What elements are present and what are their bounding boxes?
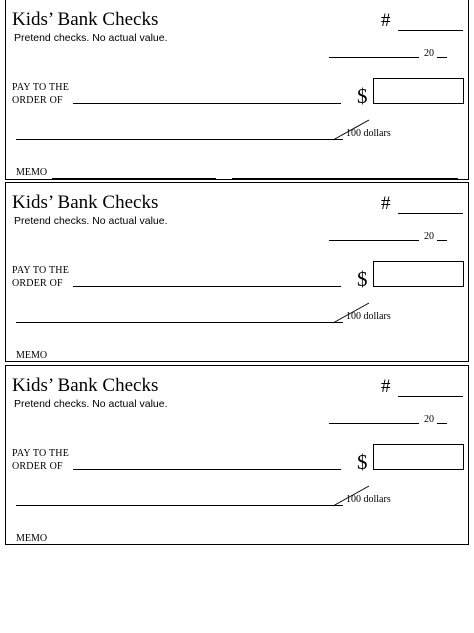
check-title: Kids’ Bank Checks [12,375,159,396]
dollars-label: 100 dollars [346,128,391,139]
check-number-label: # [381,10,391,31]
signature-field[interactable] [232,178,458,179]
pay-to-label-line1: PAY TO THE [12,265,70,276]
date-year-prefix: 20 [424,414,434,425]
date-year-field[interactable] [437,423,447,424]
memo-field[interactable] [52,544,216,545]
pay-to-label [12,82,69,107]
pay-to-label-line2: ORDER OF [12,460,63,472]
pay-to-label [12,448,69,473]
currency-symbol: $ [357,84,368,108]
check-title: Kids’ Bank Checks [12,9,159,30]
payee-field[interactable] [73,103,341,104]
pay-to-label-line2: ORDER OF [12,277,63,289]
date-field[interactable] [329,57,419,58]
amount-box[interactable] [373,261,464,287]
written-amount-field[interactable] [16,322,343,323]
amount-box[interactable] [373,444,464,470]
dollars-label: 100 dollars [346,494,391,505]
memo-field[interactable] [52,178,216,179]
payee-field[interactable] [73,286,341,287]
payee-field[interactable] [73,469,341,470]
date-year-field[interactable] [437,57,447,58]
check-title: Kids’ Bank Checks [12,192,159,213]
check-3 [5,365,469,545]
written-amount-field[interactable] [16,139,343,140]
memo-label: MEMO [16,167,48,178]
date-year-prefix: 20 [424,48,434,59]
check-1 [5,0,469,180]
signature-field[interactable] [232,361,458,362]
memo-label: MEMO [16,533,48,544]
written-amount-field[interactable] [16,505,343,506]
pay-to-label [12,265,69,290]
memo-label: MEMO [16,350,48,361]
check-number-field[interactable] [398,396,463,397]
check-subtitle: Pretend checks. No actual value. [14,215,168,227]
amount-box[interactable] [373,78,464,104]
date-year-field[interactable] [437,240,447,241]
check-number-field[interactable] [398,30,463,31]
check-subtitle: Pretend checks. No actual value. [14,32,168,44]
signature-field[interactable] [232,544,458,545]
memo-field[interactable] [52,361,216,362]
currency-symbol: $ [357,450,368,474]
pay-to-label-line1: PAY TO THE [12,448,70,459]
dollars-label: 100 dollars [346,311,391,322]
date-year-prefix: 20 [424,231,434,242]
check-subtitle: Pretend checks. No actual value. [14,398,168,410]
check-number-field[interactable] [398,213,463,214]
check-2 [5,182,469,362]
currency-symbol: $ [357,267,368,291]
check-number-label: # [381,193,391,214]
check-number-label: # [381,376,391,397]
pay-to-label-line2: ORDER OF [12,94,63,106]
date-field[interactable] [329,423,419,424]
date-field[interactable] [329,240,419,241]
pay-to-label-line1: PAY TO THE [12,82,70,93]
